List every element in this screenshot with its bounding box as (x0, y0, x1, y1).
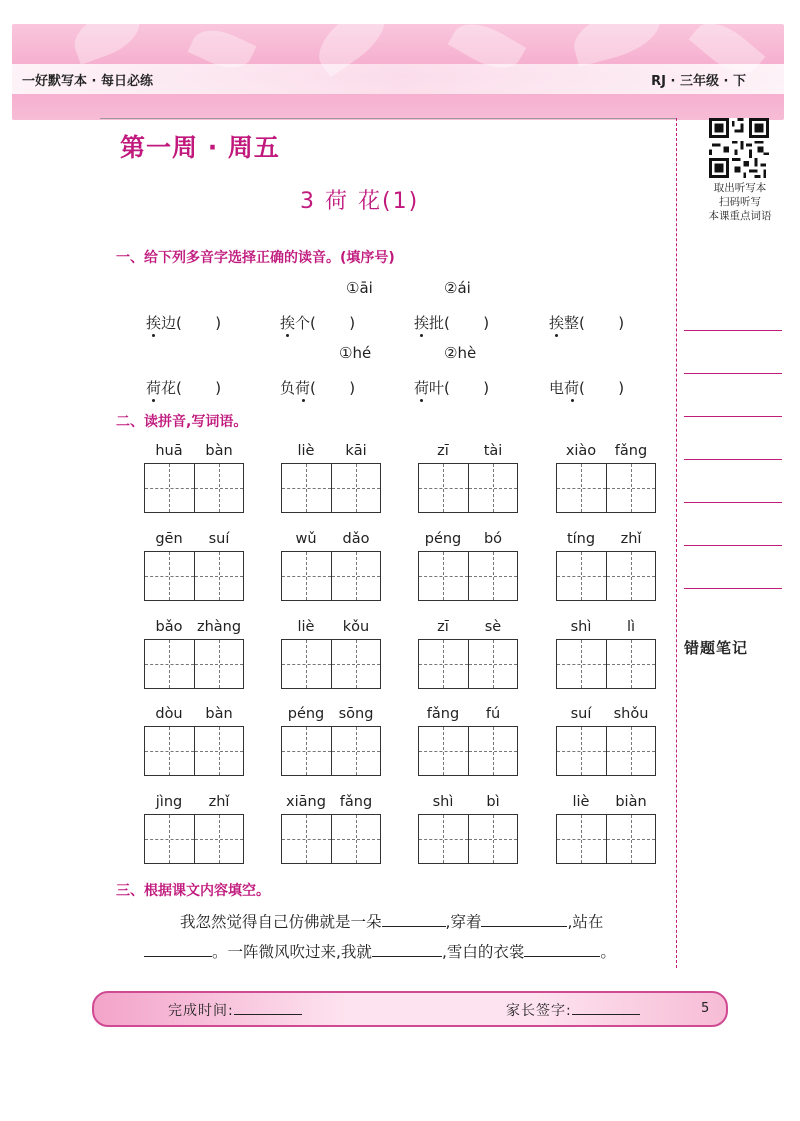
character-cell[interactable] (145, 815, 194, 863)
writing-boxes (418, 726, 518, 776)
section3-heading: 三、根据课文内容填空。 (116, 883, 270, 899)
writing-boxes (556, 814, 656, 864)
section1-heading: 一、给下列多音字选择正确的读音。(填序号) (116, 250, 395, 266)
answer-blank[interactable] (382, 925, 446, 927)
pinyin-syllable: bó (483, 531, 503, 547)
pinyin-syllable: sè (484, 619, 502, 635)
writing-boxes (418, 463, 518, 513)
text-segment: ,站在 (567, 913, 604, 931)
character-cell[interactable] (557, 640, 606, 688)
character-cell[interactable] (331, 815, 381, 863)
pinyin-syllable: tài (483, 443, 503, 459)
pinyin-syllable: bǎo (155, 619, 183, 635)
character-cell[interactable] (419, 727, 468, 775)
writing-boxes (556, 726, 656, 776)
sign-blank[interactable] (572, 1000, 640, 1015)
completion-time (168, 1000, 302, 1020)
pinyin-syllable: fǎng (339, 794, 373, 810)
note-line (684, 588, 782, 589)
character-cell[interactable] (468, 464, 518, 512)
writing-boxes (144, 726, 244, 776)
character-cell[interactable] (419, 815, 468, 863)
pinyin-syllable: dǎo (342, 531, 370, 547)
character-cell[interactable] (606, 640, 656, 688)
emphasis-dot (152, 334, 155, 337)
option: ②ái (444, 279, 471, 297)
pinyin-syllable: gēn (155, 531, 183, 547)
pinyin-syllable: dòu (155, 706, 183, 722)
side-divider (676, 118, 677, 968)
pinyin-syllable: péng (287, 706, 325, 722)
note-line (684, 416, 782, 417)
writing-boxes (556, 463, 656, 513)
word-item: 电荷( ) (549, 379, 625, 397)
qr-code-icon[interactable] (709, 118, 769, 178)
fill-line-1 (180, 910, 603, 932)
option: ①āi (346, 279, 373, 297)
option: ①hé (339, 344, 372, 362)
word-item: 挨边( ) (146, 314, 222, 332)
character-cell[interactable] (606, 464, 656, 512)
pinyin-syllable: lì (626, 619, 636, 635)
word-item: 挨批( ) (414, 314, 490, 332)
character-cell[interactable] (145, 464, 194, 512)
emphasis-dot (302, 399, 305, 402)
note-line (684, 545, 782, 546)
character-cell[interactable] (145, 552, 194, 600)
writing-boxes (418, 551, 518, 601)
pinyin-syllable: huā (155, 443, 183, 459)
writing-boxes (556, 639, 656, 689)
pinyin-syllable: fǎng (426, 706, 460, 722)
writing-boxes (281, 726, 381, 776)
brand-text: 一好默写本 · 每日必练 (22, 74, 153, 89)
character-cell[interactable] (331, 640, 381, 688)
qr-caption-line: 扫码听写 (719, 196, 761, 208)
character-cell[interactable] (419, 640, 468, 688)
pinyin-syllable: wǔ (295, 531, 317, 547)
word-item: 负荷( ) (280, 379, 356, 397)
character-cell[interactable] (282, 727, 331, 775)
character-cell[interactable] (468, 552, 518, 600)
emphasis-dot (420, 334, 423, 337)
time-blank[interactable] (234, 1000, 302, 1015)
pinyin-syllable: bàn (205, 706, 233, 722)
pinyin-syllable: péng (424, 531, 462, 547)
pinyin-syllable: zī (437, 619, 449, 635)
qr-caption (684, 181, 796, 223)
note-line (684, 373, 782, 374)
character-cell[interactable] (331, 552, 381, 600)
word-item: 荷花( ) (146, 379, 222, 397)
header-rule (100, 118, 676, 119)
word-item: 荷叶( ) (414, 379, 490, 397)
pinyin-syllable: sōng (338, 706, 374, 722)
notes-title: 错题笔记 (684, 639, 749, 657)
character-cell[interactable] (557, 552, 606, 600)
writing-boxes (144, 551, 244, 601)
qr-caption-line: 本课重点词语 (708, 210, 772, 222)
week-title: 第一周 · 周五 (120, 133, 280, 162)
text-segment: ,雪白的衣裳 (441, 943, 525, 961)
word-item: 挨个( ) (280, 314, 356, 332)
pinyin-syllable: fú (485, 706, 501, 722)
character-cell[interactable] (419, 464, 468, 512)
character-cell[interactable] (194, 727, 244, 775)
character-cell[interactable] (282, 640, 331, 688)
parent-signature (506, 1000, 640, 1020)
answer-blank[interactable] (144, 955, 212, 957)
word-item: 挨整( ) (549, 314, 625, 332)
writing-boxes (556, 551, 656, 601)
note-line (684, 459, 782, 460)
text-segment: 。 (600, 943, 616, 961)
pinyin-syllable: zhǐ (620, 531, 642, 547)
character-cell[interactable] (419, 552, 468, 600)
answer-blank[interactable] (481, 925, 567, 927)
character-cell[interactable] (282, 815, 331, 863)
qr-caption-line: 取出听写本 (713, 182, 767, 194)
pinyin-syllable: biàn (615, 794, 647, 810)
writing-boxes (281, 814, 381, 864)
pinyin-syllable: zhǐ (208, 794, 230, 810)
pinyin-syllable: kǒu (342, 619, 370, 635)
pinyin-syllable: liè (297, 443, 315, 459)
text-segment: ,穿着 (445, 913, 482, 931)
writing-boxes (418, 814, 518, 864)
emphasis-dot (420, 399, 423, 402)
pinyin-syllable: kāi (345, 443, 367, 459)
character-cell[interactable] (194, 464, 244, 512)
writing-boxes (144, 814, 244, 864)
character-cell[interactable] (194, 640, 244, 688)
pinyin-syllable: zhàng (196, 619, 242, 635)
text-segment: 。一阵微风吹过来,我就 (212, 943, 372, 961)
time-label: 完成时间: (168, 1003, 234, 1019)
sign-label: 家长签字: (506, 1003, 572, 1019)
emphasis-dot (571, 399, 574, 402)
emphasis-dot (555, 334, 558, 337)
character-cell[interactable] (331, 464, 381, 512)
lesson-title: 3 荷 花(1) (300, 189, 420, 214)
emphasis-dot (152, 399, 155, 402)
character-cell[interactable] (331, 727, 381, 775)
character-cell[interactable] (145, 640, 194, 688)
pinyin-syllable: fǎng (614, 443, 648, 459)
writing-boxes (144, 639, 244, 689)
pinyin-syllable: bì (486, 794, 500, 810)
character-cell[interactable] (557, 815, 606, 863)
answer-blank[interactable] (524, 955, 600, 957)
pinyin-syllable: jìng (155, 794, 183, 810)
character-cell[interactable] (468, 727, 518, 775)
character-cell[interactable] (468, 640, 518, 688)
text-segment: 我忽然觉得自己仿佛就是一朵 (180, 913, 382, 931)
character-cell[interactable] (282, 464, 331, 512)
pinyin-syllable: xiào (565, 443, 597, 459)
writing-boxes (281, 639, 381, 689)
grade-text: RJ · 三年级 · 下 (651, 74, 746, 89)
writing-boxes (281, 551, 381, 601)
note-line (684, 330, 782, 331)
pinyin-syllable: suí (570, 706, 592, 722)
pinyin-syllable: shì (432, 794, 454, 810)
character-cell[interactable] (557, 464, 606, 512)
character-cell[interactable] (557, 727, 606, 775)
character-cell[interactable] (145, 727, 194, 775)
pinyin-syllable: zī (437, 443, 449, 459)
writing-boxes (418, 639, 518, 689)
pinyin-syllable: liè (297, 619, 315, 635)
pinyin-syllable: suí (208, 531, 230, 547)
writing-boxes (144, 463, 244, 513)
pinyin-syllable: shǒu (613, 706, 649, 722)
fill-line-2 (144, 940, 616, 962)
pinyin-syllable: xiāng (286, 794, 326, 810)
note-line (684, 502, 782, 503)
page-number: 5 (701, 1001, 710, 1016)
pinyin-syllable: liè (572, 794, 590, 810)
character-cell[interactable] (194, 552, 244, 600)
pinyin-syllable: bàn (205, 443, 233, 459)
character-cell[interactable] (194, 815, 244, 863)
character-cell[interactable] (606, 815, 656, 863)
section2-heading: 二、读拼音,写词语。 (116, 414, 248, 430)
pinyin-syllable: shì (570, 619, 592, 635)
emphasis-dot (286, 334, 289, 337)
character-cell[interactable] (606, 727, 656, 775)
answer-blank[interactable] (372, 955, 442, 957)
character-cell[interactable] (282, 552, 331, 600)
pinyin-syllable: tíng (566, 531, 596, 547)
character-cell[interactable] (468, 815, 518, 863)
option: ②hè (444, 344, 477, 362)
writing-boxes (281, 463, 381, 513)
character-cell[interactable] (606, 552, 656, 600)
